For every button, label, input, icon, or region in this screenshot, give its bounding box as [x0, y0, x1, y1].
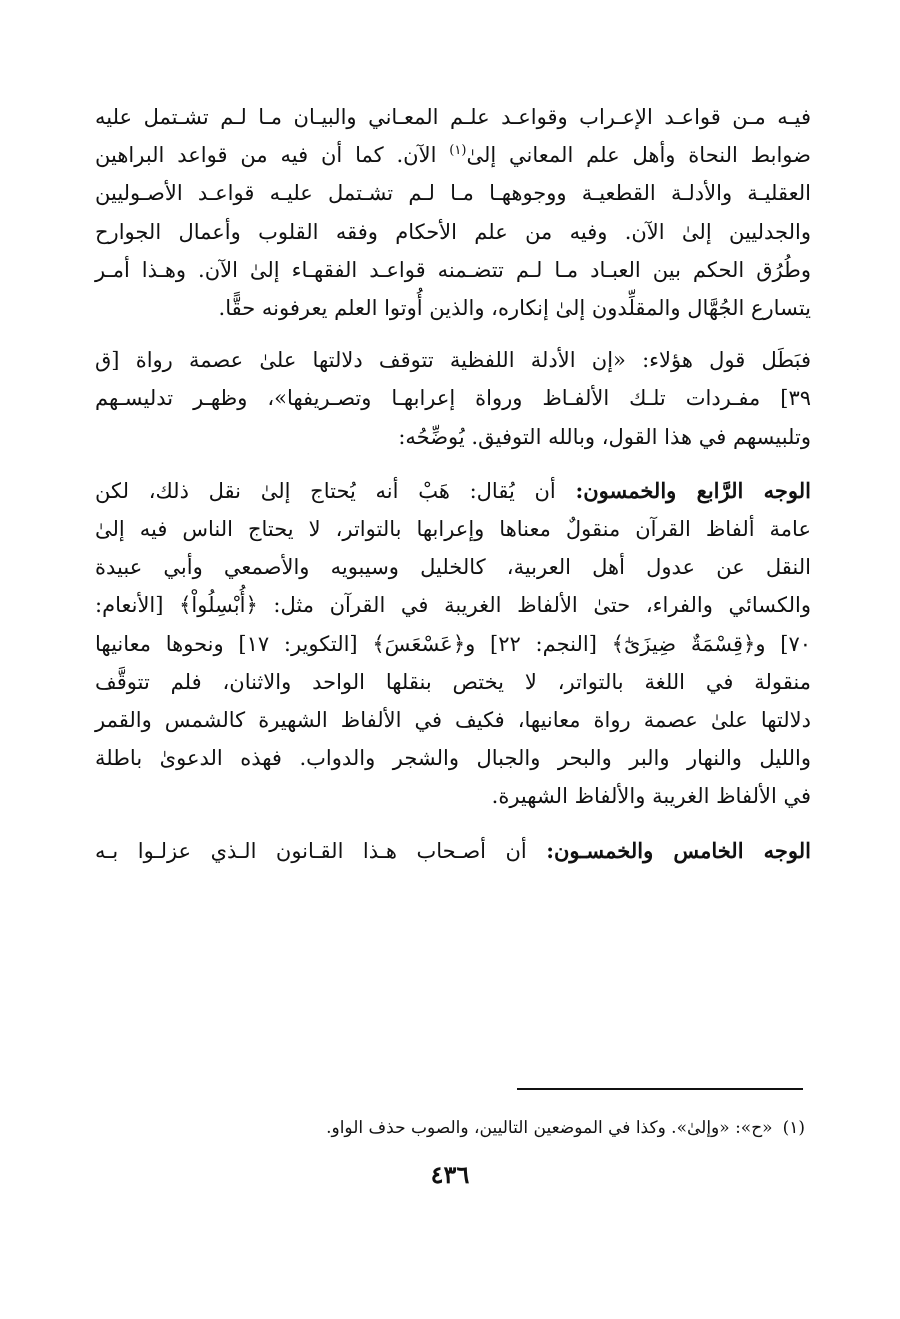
page-number: ٤٣٦: [430, 1160, 470, 1189]
text-line: منقولة في اللغة بالتواتر، لا يختص بنقلها الواحد والاثنان، فلم تتوقَّف: [95, 669, 811, 694]
text-line: عامة ألفاظ القرآن منقولٌ معناها وإعرابها بالتواتر، لا يحتاج الناس فيه إلىٰ: [95, 517, 811, 542]
footnote-divider: [517, 1088, 803, 1090]
text-line: والجدليين إلىٰ الآن. وفيه من علم الأحكام وفقه القلوب وأعمال الجوارح: [95, 219, 811, 244]
text-line: ٣٩] مفـردات تلـك الألفـاظ ورواة إعرابهـا وتصـريفها»، وظهـر تدليسـهم: [95, 386, 811, 411]
text-line: العقليـة والأدلـة القطعيـة ووجوههـا مـا لـم تشـتمل عليـه قواعـد الأصـوليين: [95, 181, 811, 206]
text-line: فبَطَل قول هؤلاء: «إن الأدلة اللفظية تتوقف دلالتها علىٰ عصمة رواة [ق: [95, 348, 811, 373]
section-heading: الوجه الخامس والخمسـون:: [546, 837, 811, 863]
text-line: [95, 832, 811, 870]
paragraph-3: [95, 472, 811, 816]
text-line: والكسائي والفراء، حتىٰ الألفاظ الغريبة في القرآن مثل: ﴿أُبْسِلُواْ﴾ [الأنعام:: [95, 593, 811, 618]
text-line: والليل والنهار والبر والبحر والجبال والشجر والدواب. فهذه الدعوىٰ باطلة: [95, 746, 811, 771]
text-fragment: الآن. كما أن فيه من قواعد البراهين: [95, 143, 437, 168]
section-heading: الوجه الرَّابع والخمسون:: [575, 477, 811, 503]
footnote-number: (١): [782, 1118, 805, 1138]
text-line: [95, 472, 811, 510]
text-fragment: أن أصـحاب هـذا القـانون الـذي عزلـوا بـه: [95, 838, 527, 863]
text-fragment: ضوابط النحاة وأهل علم المعاني إلىٰ: [466, 143, 811, 168]
page-body: [95, 98, 811, 870]
text-line: يتسارع الجُهَّال والمقلِّدون إلىٰ إنكاره، والذين أُوتوا العلم يعرفونه حقًّا.: [218, 296, 811, 321]
paragraph-4: [95, 832, 811, 870]
text-line: فيـه مـن قواعـد الإعـراب وقواعـد علـم المعـاني والبيـان مـا لـم تشـتمل عليه: [95, 105, 811, 129]
text-fragment: أن يُقال: هَبْ أنه يُحتاج إلىٰ نقل ذلك، لكن: [95, 478, 556, 503]
text-line: النقل عن عدول أهل العربية، كالخليل وسيبويه والأصمعي وأبي عبيدة: [95, 555, 811, 580]
text-line: [95, 136, 811, 174]
footnote-marker[interactable]: (١): [449, 143, 467, 159]
text-line: دلالتها علىٰ عصمة رواة معانيها، فكيف في الألفاظ الشهيرة كالشمس والقمر: [95, 708, 811, 733]
footnote: [205, 1115, 805, 1141]
text-line: وطُرُق الحكم بين العبـاد مـا لـم تتضـمنه قواعـد الفقهـاء إلىٰ الآن. وهـذا أمـر: [95, 257, 811, 282]
paragraph-1: [95, 98, 811, 327]
footnote-text: «ح»: «وإلىٰ». وكذا في الموضعين التاليين، والصوب حذف الواو.: [326, 1118, 773, 1138]
text-line: في الألفاظ الغريبة والألفاظ الشهيرة.: [491, 784, 811, 809]
text-line: وتلبيسهم في هذا القول، وبالله التوفيق. يُوضِّحُه:: [398, 424, 811, 449]
text-line: ٧٠] و﴿قِسْمَةٌ ضِيزَىٰٓ﴾ [النجم: ٢٢] و﴿عَسْعَسَ﴾ [التكوير: ١٧] ونحوها معانيها: [95, 631, 811, 656]
paragraph-2: [95, 341, 811, 456]
